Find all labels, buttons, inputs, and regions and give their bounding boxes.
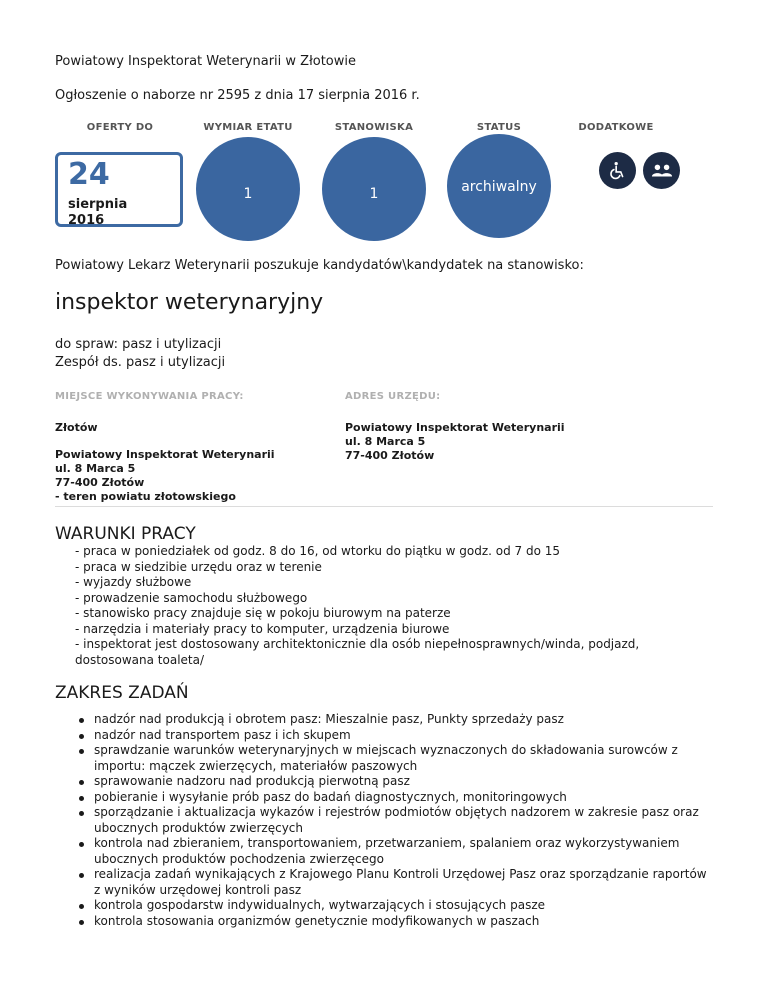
conditions-line: - praca w siedzibie urzędu oraz w terenie bbox=[75, 559, 322, 574]
workplace-address-line: ul. 8 Marca 5 bbox=[55, 462, 136, 475]
office-address-line: ul. 8 Marca 5 bbox=[345, 435, 426, 448]
wheelchair-icon bbox=[599, 152, 636, 189]
task-item: sporządzanie i aktualizacja wykazów i rejestrów podmiotów objętych nadzorem w zakresie pasz oraz ubocznych produktów zwierzęcych bbox=[75, 805, 715, 836]
workplace-address-line: Powiatowy Inspektorat Weterynarii bbox=[55, 448, 275, 461]
conditions-line: - praca w poniedziałek od godz. 8 do 16, od wtorku do piątku w godz. od 7 do 15 bbox=[75, 544, 561, 558]
deadline-box bbox=[55, 152, 183, 227]
task-item: pobieranie i wysyłanie prób pasz do badań diagnostycznych, monitoringowych bbox=[75, 790, 715, 806]
offer-intro: Powiatowy Lekarz Weterynarii poszukuje kandydatów\kandydatek na stanowisko: bbox=[55, 258, 584, 273]
workplace-address-line: 77-400 Złotów bbox=[55, 476, 145, 489]
label-positions: STANOWISKA bbox=[334, 122, 414, 133]
institution-name: Powiatowy Inspektorat Weterynarii w Złotowie bbox=[55, 54, 357, 69]
announcement-title: Ogłoszenie o naborze nr 2595 z dnia 17 sierpnia 2016 r. bbox=[55, 88, 420, 103]
task-item: kontrola stosowania organizmów genetycznie modyfikowanych w paszach bbox=[75, 914, 715, 930]
task-item: nadzór nad transportem pasz i ich skupem bbox=[75, 728, 715, 744]
positions-value: 1 bbox=[369, 186, 379, 202]
task-item: realizacja zadań wynikających z Krajowego Planu Kontroli Urzędowej Pasz oraz sporządzanie raportów z wyników urzędowej kontroli pasz bbox=[75, 867, 715, 898]
label-deadline: OFERTY DO bbox=[86, 122, 154, 133]
hours-value: 1 bbox=[243, 186, 253, 202]
tasks-list-wrapper bbox=[75, 712, 715, 929]
deadline-month-year bbox=[68, 197, 127, 229]
task-item: sprawdzanie warunków weterynaryjnych w miejscach wyznaczonych do składowania surowców z importu: mączek zwierzęcych, materiałów paszowych bbox=[75, 743, 715, 774]
deadline-day: 24 bbox=[68, 157, 110, 192]
tasks-list bbox=[75, 712, 715, 929]
hours-circle bbox=[196, 137, 300, 241]
conditions-list bbox=[75, 544, 715, 668]
workplace-label: MIEJSCE WYKONYWANIA PRACY: bbox=[55, 391, 244, 402]
task-item: sprawowanie nadzoru nad produkcją pierwotną pasz bbox=[75, 774, 715, 790]
deadline-month: sierpnia bbox=[68, 197, 128, 212]
task-item: kontrola nad zbieraniem, transportowaniem, przetwarzaniem, spalaniem oraz wykorzystywaniem ubocznych produktów pochodzenia zwierzęcego bbox=[75, 836, 715, 867]
section-divider bbox=[55, 506, 713, 507]
workplace-city: Złotów bbox=[55, 421, 98, 434]
position-title: inspektor weterynaryjny bbox=[55, 290, 324, 315]
task-item: nadzór nad produkcją i obrotem pasz: Mieszalnie pasz, Punkty sprzedaży pasz bbox=[75, 712, 715, 728]
tasks-title: ZAKRES ZADAŃ bbox=[55, 683, 189, 703]
people-icon bbox=[643, 152, 680, 189]
conditions-line: - prowadzenie samochodu służbowego bbox=[75, 590, 308, 605]
position-subtitle-2: Zespół ds. pasz i utylizacji bbox=[55, 355, 226, 370]
office-address bbox=[345, 421, 565, 463]
conditions-line: - inspektorat jest dostosowany architektonicznie dla osób niepełnosprawnych/winda, podjazd, dostosowana toaleta/ bbox=[75, 637, 640, 667]
workplace-address bbox=[55, 448, 275, 504]
task-item: kontrola gospodarstw indywidualnych, wytwarzających i stosujących pasze bbox=[75, 898, 715, 914]
workplace-address-line: - teren powiatu złotowskiego bbox=[55, 490, 236, 503]
label-hours: WYMIAR ETATU bbox=[203, 122, 293, 133]
label-extras: DODATKOWE bbox=[578, 122, 654, 133]
position-subtitle-1: do spraw: pasz i utylizacji bbox=[55, 337, 222, 352]
office-address-line: 77-400 Złotów bbox=[345, 449, 435, 462]
conditions-title: WARUNKI PRACY bbox=[55, 524, 196, 544]
office-address-label: ADRES URZĘDU: bbox=[345, 391, 441, 402]
status-value: archiwalny bbox=[461, 179, 537, 195]
office-address-line: Powiatowy Inspektorat Weterynarii bbox=[345, 421, 565, 434]
conditions-line: - wyjazdy służbowe bbox=[75, 575, 192, 589]
conditions-line: - narzędzia i materiały pracy to komputer, urządzenia biurowe bbox=[75, 621, 450, 636]
positions-circle bbox=[322, 137, 426, 241]
conditions-line: - stanowisko pracy znajduje się w pokoju biurowym na paterze bbox=[75, 606, 451, 620]
label-status: STATUS bbox=[476, 122, 522, 133]
status-circle bbox=[447, 134, 551, 238]
deadline-year: 2016 bbox=[68, 213, 105, 228]
